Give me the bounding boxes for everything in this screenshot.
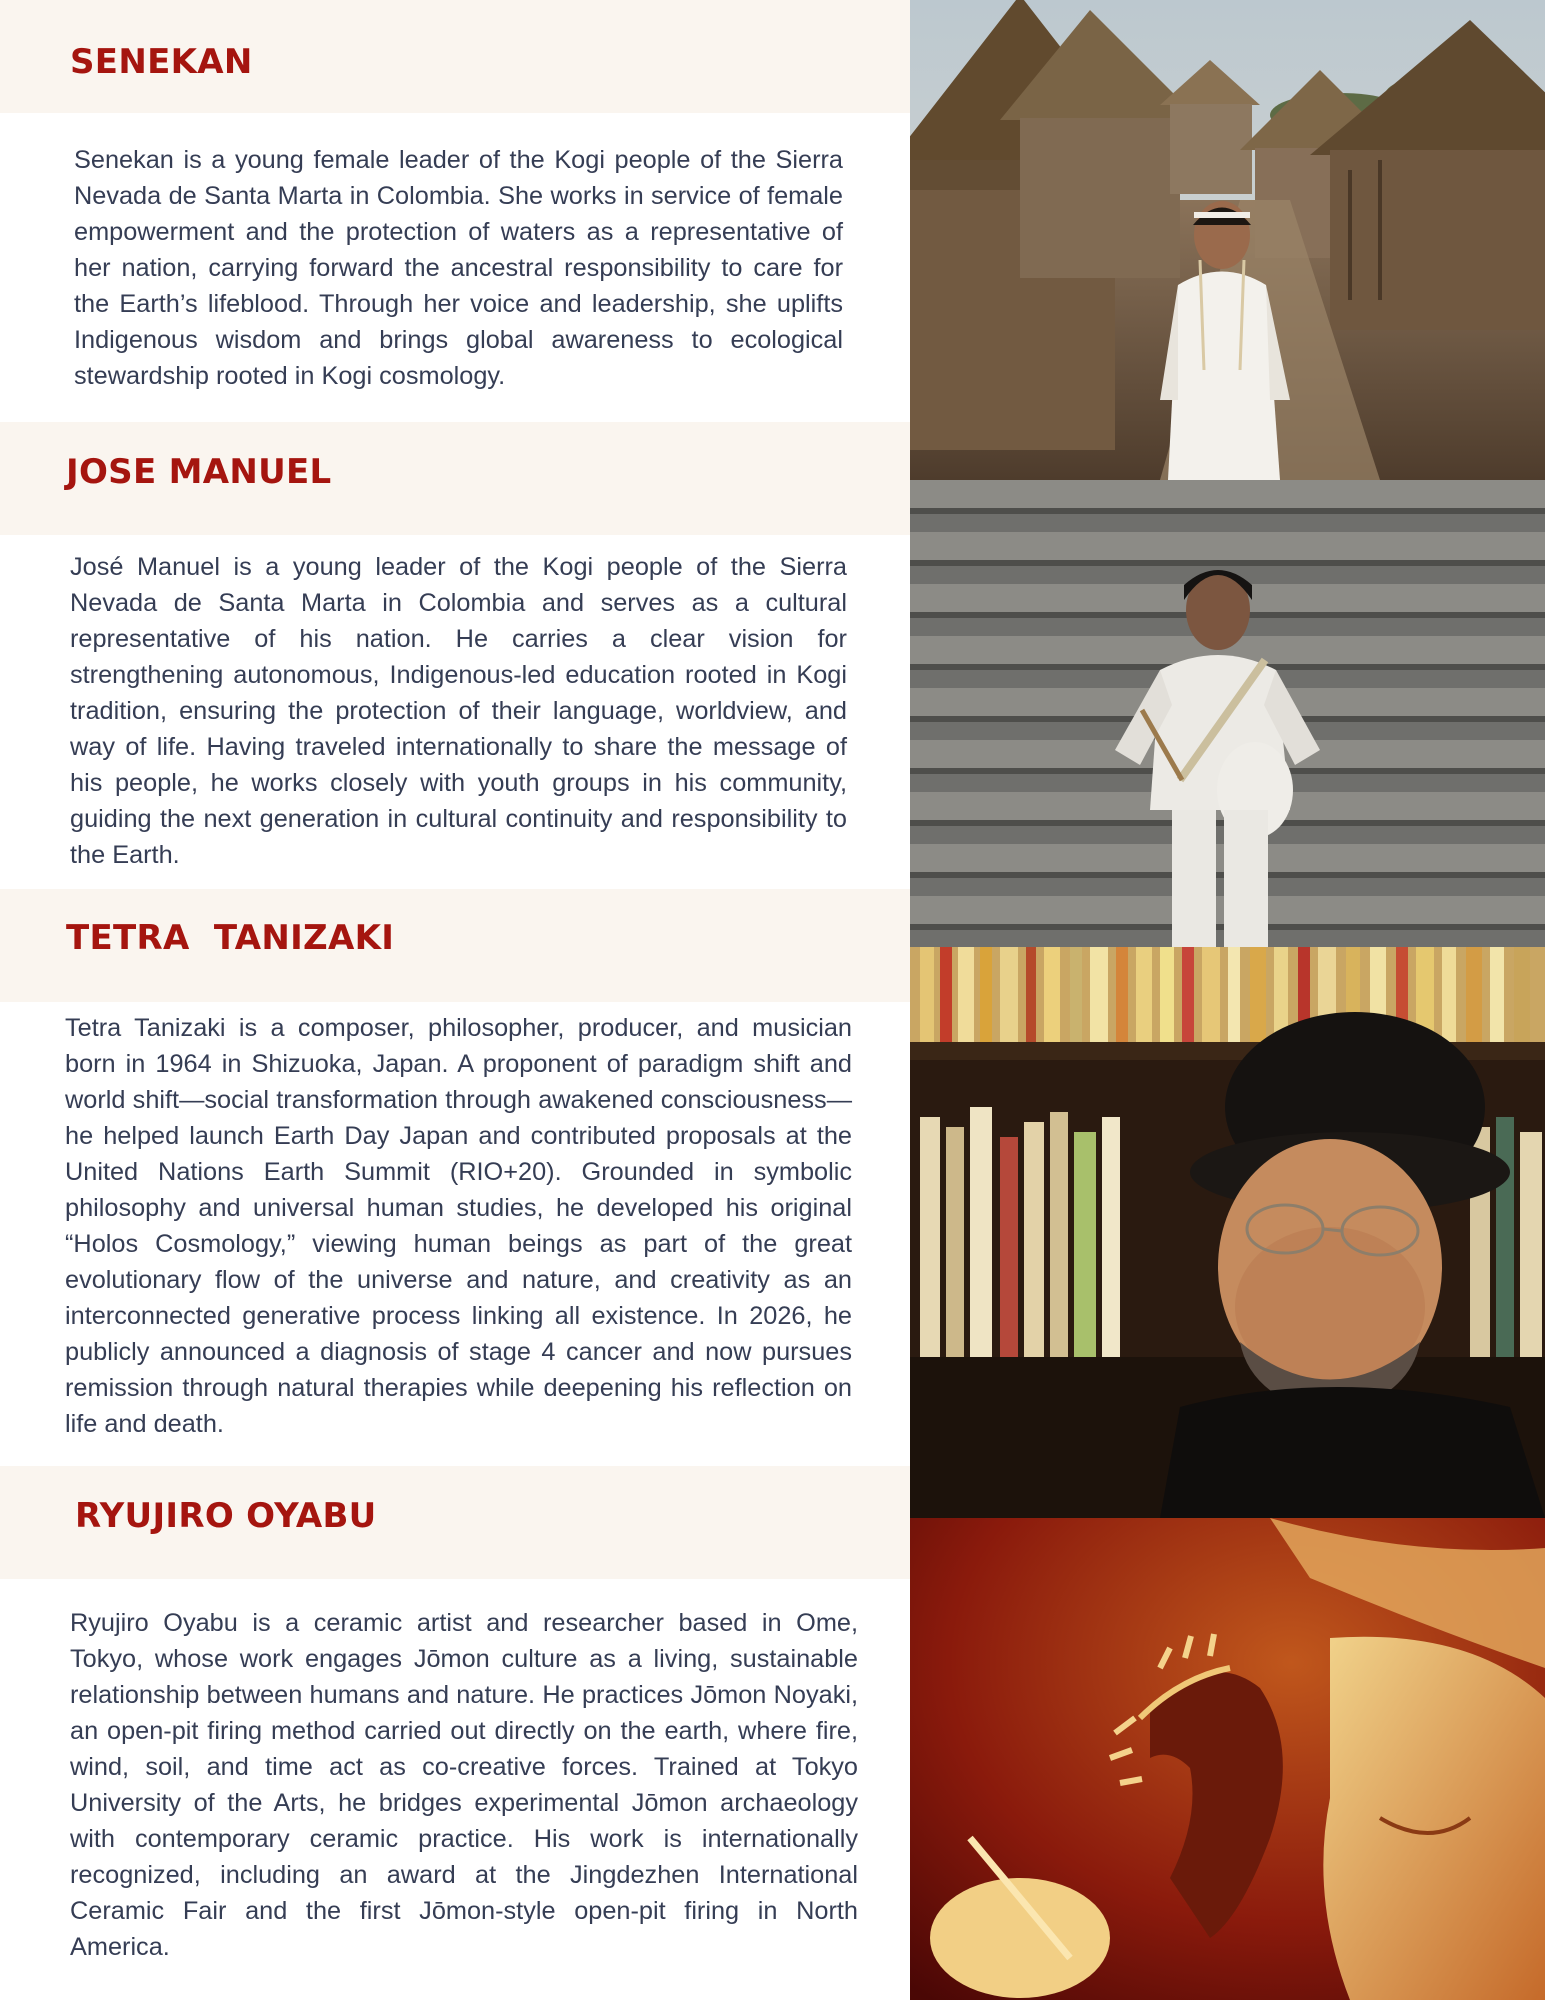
name-heading-senekan: SENEKAN bbox=[70, 42, 253, 82]
name-heading-jose-manuel: JOSE MANUEL bbox=[66, 452, 332, 492]
bio-tetra-tanizaki: Tetra Tanizaki is a composer, philosopher, producer, and musician born in 1964 in Shizuoka, Japan. A proponent of paradigm shift and world shift—social transformation through awakened consciousness—he helped launch Earth Day Japan and contributed proposals at the United Nations Earth Summit (RIO+20). Grounded in symbolic philosophy and universal human studies, he developed his original “Holos Cosmology,” viewing human beings as part of the great evolutionary flow of the universe and nature, and creativity as an interconnected generative process linking all existence. In 2026, he publicly announced a diagnosis of stage 4 cancer and now pursues remission through natural therapies while deepening his reflection on life and death. bbox=[65, 1014, 852, 1438]
name-heading-tetra-tanizaki: TETRA TANIZAKI bbox=[66, 918, 395, 958]
photo-jose-manuel bbox=[910, 480, 1545, 947]
name-heading-ryujiro-oyabu: RYUJIRO OYABU bbox=[75, 1496, 377, 1536]
photo-senekan bbox=[910, 0, 1545, 480]
photo-tetra-tanizaki bbox=[910, 947, 1545, 1518]
bio-jose-manuel: José Manuel is a young leader of the Kogi people of the Sierra Nevada de Santa Marta in Colombia and serves as a cultural representative of his nation. He carries a clear vision for strengthening autonomous, Indigenous-led education rooted in Kogi tradition, ensuring the protection of their language, worldview, and way of life. Having traveled internationally to share the message of his people, he works closely with youth groups in his community, guiding the next generation in cultural continuity and responsibility to the Earth. bbox=[70, 553, 847, 869]
photo-ryujiro-oyabu bbox=[910, 1518, 1545, 2000]
bio-senekan: Senekan is a young female leader of the Kogi people of the Sierra Nevada de Santa Marta in Colombia. She works in service of female empowerment and the protection of waters as a representative of her nation, carrying forward the ancestral responsibility to care for the Earth’s lifeblood. Through her voice and leadership, she uplifts Indigenous wisdom and brings global awareness to ecological stewardship rooted in Kogi cosmology. bbox=[74, 146, 843, 390]
bio-ryujiro-oyabu: Ryujiro Oyabu is a ceramic artist and researcher based in Ome, Tokyo, whose work engages Jōmon culture as a living, sustainable relationship between humans and nature. He practices Jōmon Noyaki, an open-pit firing method carried out directly on the earth, where fire, wind, soil, and time act as co-creative forces. Trained at Tokyo University of the Arts, he bridges experimental Jōmon archaeology with contemporary ceramic practice. His work is internationally recognized, including an award at the Jingdezhen International Ceramic Fair and the first Jōmon-style open-pit firing in North America. bbox=[70, 1609, 858, 1961]
